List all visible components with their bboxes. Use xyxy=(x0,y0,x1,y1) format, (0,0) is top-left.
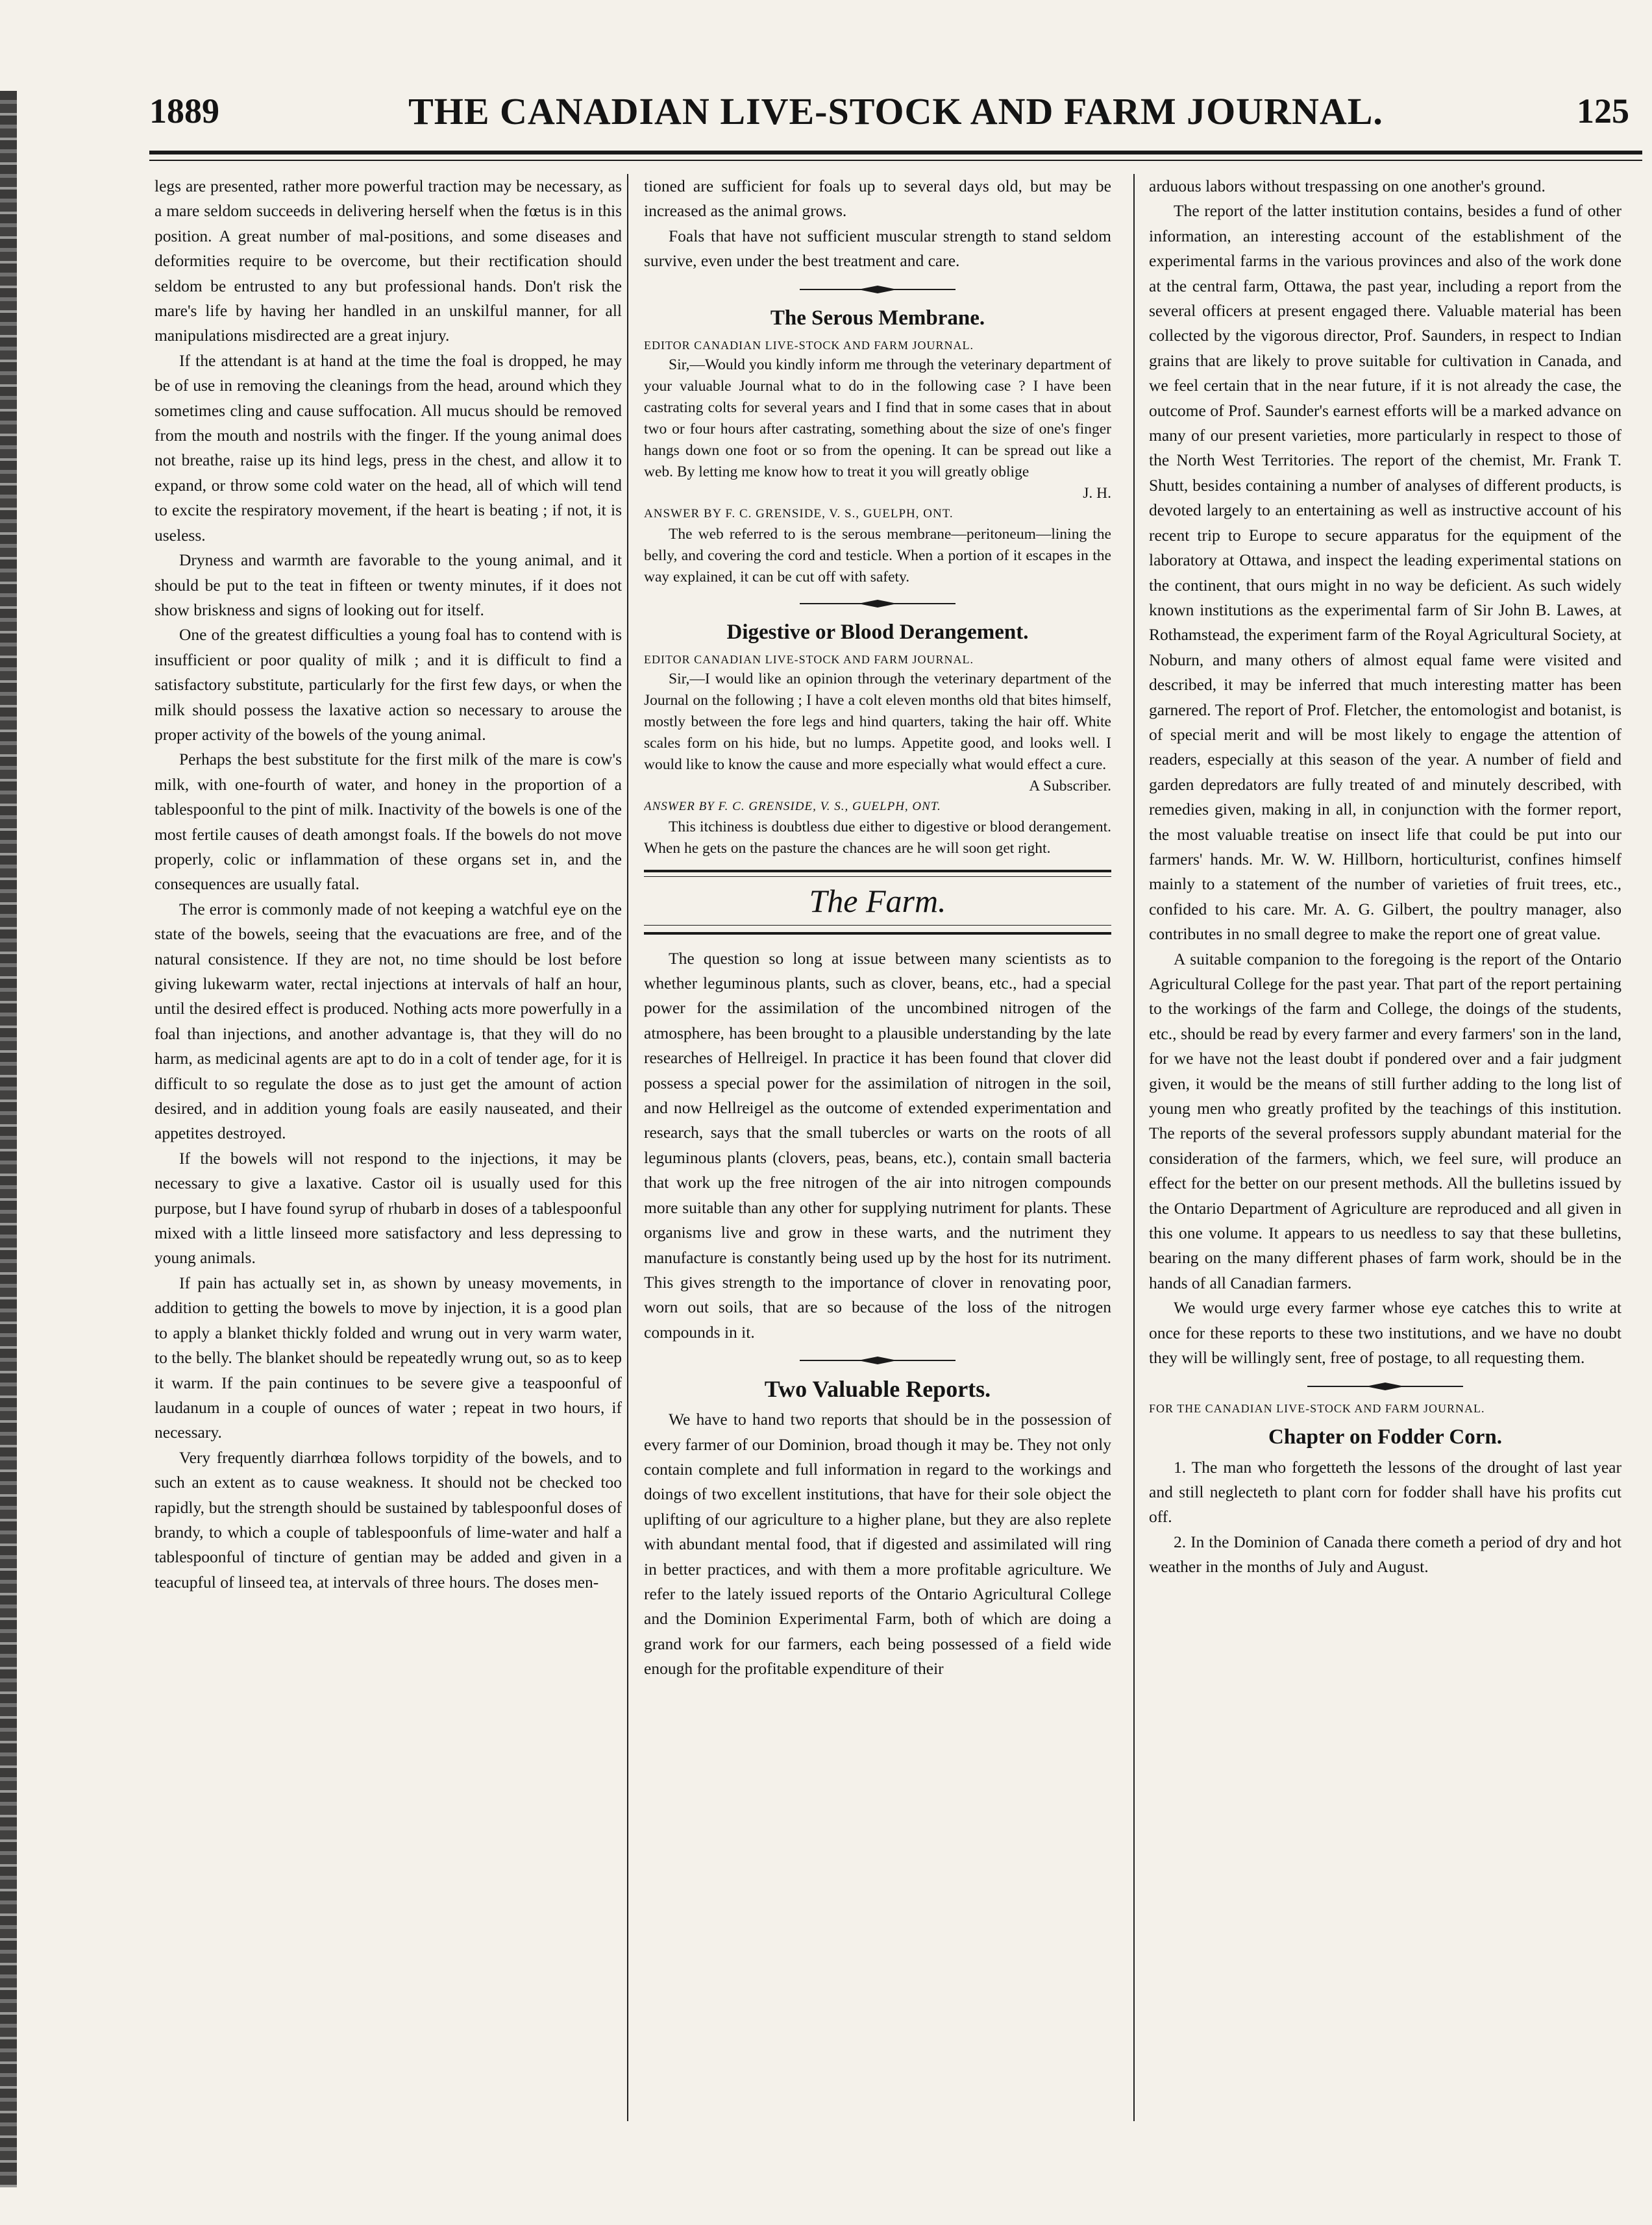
paragraph: If the bowels will not respond to the injections, it may be necessary to give a laxative. Castor oil is usually used for this purpose, but I have found syrup of rhubarb in doses of a tablespoonful mixed with a little linseed more satisfactory and less depressing to young animals. xyxy=(154,1148,622,1268)
paragraph: One of the greatest difficulties a young foal has to contend with is insufficient or poor quality of milk ; and it is difficult to find a satisfactory substitute, particularly for the first few days, or when the milk should possess the laxative action so necessary to arouse the proper activity of the bowels of the young animal. xyxy=(154,625,622,744)
article-heading: Chapter on Fodder Corn. xyxy=(1268,1425,1502,1449)
divider-ornament-icon xyxy=(793,283,962,296)
paragraph: If the attendant is at hand at the time the foal is dropped, he may be of use in removing the cleanings from the head, around which they sometimes cling and cause suffocation. All mucus should be removed from the mouth and nostrils with the finger. If the young animal does not breathe, raise up its hind legs, press in the chest, and allow it to expand, or throw some cold water on the head, all of which will tend to excite the respiratory movement, if the heart is beating ; if not, it is useless. xyxy=(154,350,622,545)
paragraph: A suitable companion to the foregoing is the report of the Ontario Agricultural College for the past year. That part of the report pertaining to the workings of the farm and College, the doings of the students, etc., should be read by every farmer and every farmers' son in the land, for we have not the least doubt if pondered over and a fair judgment given, it would be the means of still further adding to the long list of young men who greatly profited by the teachings of this institution. The reports of the several professors supply abundant material for the consideration of the farmers, which, we feel sure, will produce an effect for the better on our present methods. All the bulletins issued by the Ontario Department of Agriculture are reproduced and all given in this one volume. It appears to us needless to say that these bulletins, bearing on the many different phases of farm work, should be in the hands of all Canadian farmers. xyxy=(1149,949,1621,1292)
paragraph: 1. The man who forgetteth the lessons of the drought of last year and still neglecteth to plant corn for fodder shall have his profits cut off. xyxy=(1149,1457,1621,1527)
paragraph: 2. In the Dominion of Canada there cometh a period of dry and hot weather in the months of July and August. xyxy=(1149,1532,1621,1577)
byline: EDITOR CANADIAN LIVE-STOCK AND FARM JOURNAL. xyxy=(644,338,974,352)
paragraph: The report of the latter institution contains, besides a fund of other information, an interesting account of the establishment of the experimental farms in the various provinces and also of the work done at the central farm, Ottawa, the past year, including a report from the several officers at present engaged there. Valuable material has been collected by the vigorous director, Prof. Saunders, in respect to Indian grains that are likely to prove suitable for cultivation in Canada, and we feel certain that in the near future, if it is not already the case, the outcome of Prof. Saunder's earnest efforts will be a marked advance on many of our present varieties, more particularly in respect to those of the North West Territories. The report of the chemist, Mr. Frank T. Shutt, besides containing a number of analyses of different products, is devoted largely to an entertaining as well as instructive account of his recent trip to Europe to secure apparatus for the equipment of the laboratory at Ottawa, and inspect the leading experimental stations on the continent, that ours might in no way be deficient. As such widely known institutions as the experimental farm of Sir John B. Lawes, at Rothamstead, the experiment farm of the Royal Agricultural Society, at Noburn, and many others of almost equal fame were visited and described, it may be inferred that much interesting matter has been garnered. The report of Prof. Fletcher, the entomologist and botanist, is of special merit and will be most likely to engage the attention of readers, especially at this season of the year. A number of field and garden depredators are fully treated of and minutely described, with remedies given, making in all, in conjunction with the former report, the most valuable treatise on insect life that could be put into our farmers' hands. Mr. W. W. Hillborn, horticulturist, confines himself mainly to a statement of the number of varieties of fruit trees, etc., confided to his care. Mr. A. G. Gilbert, the poultry manager, also contributes in no small degree to make the report one of great value. xyxy=(1149,201,1621,944)
answer-byline: ANSWER BY F. C. GRENSIDE, V. S., GUELPH, ONT. xyxy=(644,506,954,521)
signature: A Subscriber. xyxy=(1029,777,1111,794)
article-heading: Digestive or Blood Derangement. xyxy=(726,620,1029,644)
paragraph: We would urge every farmer whose eye catches this to write at once for these reports to these two institutions, and we have no doubt they will be willingly sent, free of postage, to all requesting them. xyxy=(1149,1298,1621,1368)
paragraph: legs are presented, rather more powerful traction may be necessary, as a mare seldom succeeds in delivering herself when the fœtus is in this position. A great number of mal-positions, and some diseases and deformities require to be overcome, but their rectification should seldom be entrusted to any but professional hands. Don't risk the mare's life by having her handled in an unskilful manner, for all manipulations misdirected are a great injury. xyxy=(154,177,622,345)
header-rule-thin xyxy=(149,160,1642,161)
letter-text: Sir,—Would you kindly inform me through the veterinary department of your valuable Journal what to do in the following case ? I have been castrating colts for several years and I find that in some cases that in about two or four hours after castrating, something about the size of one's finger hangs down one foot or so from the opening. It can be spread out like a web. By letting me know how to treat it you will greatly oblige xyxy=(644,356,1111,480)
column-1 xyxy=(154,174,622,2121)
answer-byline: ANSWER BY F. C. GRENSIDE, V. S., GUELPH, ONT. xyxy=(644,799,941,813)
paragraph: Perhaps the best substitute for the first milk of the mare is cow's milk, with one-fourth of water, and honey in the proportion of a tablespoonful to the pint of milk. Inactivity of the bowels is one of the most fertile causes of death amongst foals. If the bowels do not move properly, colic or inflammation of these organs set in, and the consequences are usually fatal. xyxy=(154,750,622,894)
paragraph: The error is commonly made of not keeping a watchful eye on the state of the bowels, seeing that the evacuations are free, and of the natural consistence. If they are not, no time should be lost before giving lukewarm water, rectal injections at intervals of half an hour, until the desired effect is produced. Nothing acts more powerfully in a foal than injections, and another advantage is, that they will do no harm, as medicinal agents are apt to do in a colt of tender age, for it is difficult to so regulate the dose as to just get the amount of action desired, and in addition young foals are easily nauseated, and their appetites destroyed. xyxy=(154,899,622,1143)
column-rule xyxy=(627,174,628,2121)
paragraph: The question so long at issue between many scientists as to whether leguminous plants, such as clover, beans, etc., had a special power for the assimilation of the uncombined nitrogen of the atmosphere, has been brought to a plausible understanding by the late researches of Hellreigel. In practice it has been found that clover did possess a special power for the assimilation of nitrogen in the soil, and now Hellreigel as the outcome of extended experimentation and research, says that the small tubercles or warts on the roots of all leguminous plants (clovers, peas, beans, etc.), contain small bacteria that work up the free nitrogen of the air into nitrogen compounds more suitable than any other for supplying nutriment for plants. These organisms live and grow in these warts, and the nutriment they manufacture is constantly being used up by the host for its nutriment. This gives strength to the importance of clover in renovating poor, worn out soils, that are so because of the loss of the nitrogen compounds in it. xyxy=(644,948,1111,1342)
section-banner xyxy=(644,870,1111,935)
divider-ornament-icon xyxy=(793,597,962,610)
divider-ornament-icon xyxy=(1301,1380,1470,1393)
paragraph: arduous labors without trespassing on one another's ground. xyxy=(1149,177,1546,195)
answer-text: The web referred to is the serous membrane—peritoneum—lining the belly, and covering the cord and testicle. When a portion of it escapes in the way explained, it can be cut off with safety. xyxy=(644,525,1111,585)
page-title: THE CANADIAN LIVE-STOCK AND FARM JOURNAL. xyxy=(408,90,1383,132)
page-number: 125 xyxy=(1577,92,1629,130)
header-rule xyxy=(149,151,1642,154)
divider-ornament-icon xyxy=(793,1354,962,1367)
column-3 xyxy=(1149,174,1621,2121)
answer-text: This itchiness is doubtless due either to digestive or blood derangement. When he gets on the pasture the chances are he will soon get right. xyxy=(644,818,1111,857)
paragraph: tioned are sufficient for foals up to several days old, but may be increased as the animal grows. xyxy=(644,177,1111,221)
section-title: The Farm. xyxy=(644,876,1111,926)
article-heading: Two Valuable Reports. xyxy=(764,1376,991,1403)
byline: EDITOR CANADIAN LIVE-STOCK AND FARM JOURNAL. xyxy=(644,652,974,666)
column-rule xyxy=(1133,174,1135,2121)
signature: J. H. xyxy=(1083,484,1111,502)
paragraph: We have to hand two reports that should be in the possession of every farmer of our Dominion, broad though it may be. They not only contain complete and full information in regard to the workings and doings of two excellent institutions, that have for their sole object the uplifting of our agriculture to a higher plane, but they are also replete with abundant mental food, that if digested and assimilated will ring in better practices, and with them a more profitable agriculture. We refer to the lately issued reports of the Ontario Agricultural College and the Dominion Experimental Farm, both of which are doing a grand work for our farmers, each being possessed of a field wide enough for the profitable expenditure of their xyxy=(644,1410,1111,1678)
column-2 xyxy=(644,174,1111,2121)
paragraph: Very frequently diarrhœa follows torpidity of the bowels, and to such an extent as to cause weakness. It should not be checked too rapidly, but the strength should be sustained by tablespoonful doses of brandy, to which a couple of tablespoonfuls of lime-water and half a tablespoonful of tincture of gentian may be added and given in a teacupful of linseed tea, at intervals of three hours. The doses men- xyxy=(154,1447,622,1592)
letter-text: Sir,—I would like an opinion through the veterinary department of the Journal on the following ; I have a colt eleven months old that bites himself, mostly between the fore legs and hind quarters, taking the hair off. White scales form on his hide, but no lumps. Appetite good, and looks well. I would like to know the cause and more especially what would effect a cure. xyxy=(644,670,1111,773)
byline: FOR THE CANADIAN LIVE-STOCK AND FARM JOURNAL. xyxy=(1149,1401,1485,1415)
paragraph: Dryness and warmth are favorable to the young animal, and it should be put to the teat in fifteen or twenty minutes, if it does not show briskness and signs of looking out for itself. xyxy=(154,550,622,619)
article-heading: The Serous Membrane. xyxy=(770,306,985,330)
page-year: 1889 xyxy=(149,92,219,130)
page-header xyxy=(149,83,1642,141)
paragraph: Foals that have not sufficient muscular strength to stand seldom survive, even under the best treatment and care. xyxy=(644,226,1111,271)
binding-edge xyxy=(0,91,17,2187)
paragraph: If pain has actually set in, as shown by uneasy movements, in addition to getting the bowels to move by injection, it is a good plan to apply a blanket thickly folded and wrung out in very warm water, to the belly. The blanket should be repeatedly wrung out, so as to keep it warm. If the pain continues to be severe give a teaspoonful of laudanum in a couple of ounces of water ; repeat in two hours, if necessary. xyxy=(154,1273,622,1442)
